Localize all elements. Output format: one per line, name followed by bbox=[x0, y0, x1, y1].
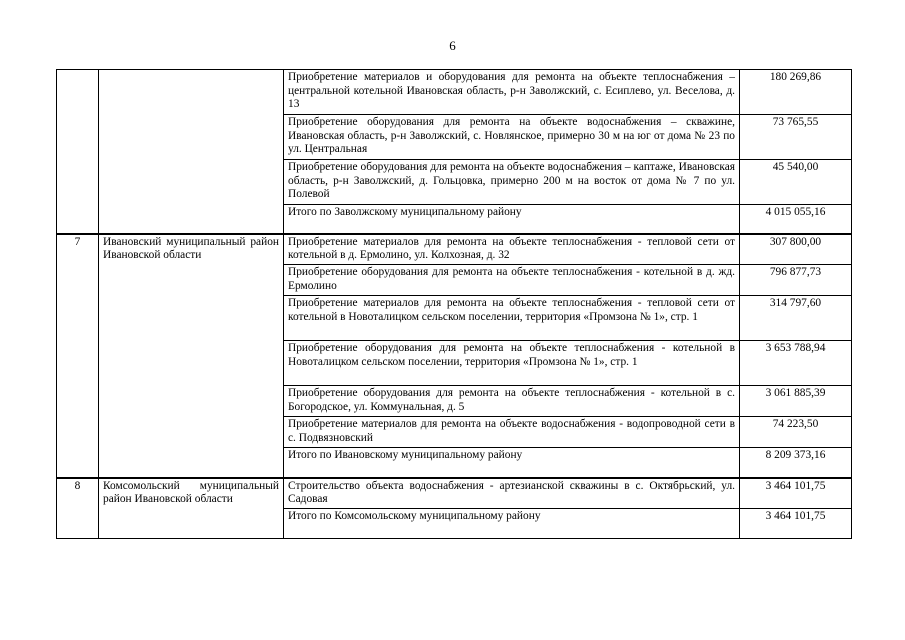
subtotal-amount: 3 464 101,75 bbox=[740, 509, 852, 539]
amount-cell: 796 877,73 bbox=[740, 265, 852, 296]
amount-cell: 3 464 101,75 bbox=[740, 478, 852, 509]
description-cell: Приобретение материалов для ремонта на объекте теплоснабжения - тепловой сети от котельной в д. Ермолино, ул. Колхозная, д. 32 bbox=[284, 234, 740, 265]
description-cell: Приобретение оборудования для ремонта на объекте теплоснабжения - котельной в с. Богородское, ул. Коммунальная, д. 5 bbox=[284, 386, 740, 417]
description-cell: Приобретение оборудования для ремонта на объекте теплоснабжения - котельной в д. жд. Ермолино bbox=[284, 265, 740, 296]
table-row bbox=[57, 234, 852, 265]
amount-cell: 3 653 788,94 bbox=[740, 341, 852, 386]
row-number-cell: 7 bbox=[57, 234, 99, 478]
row-number-cell: 8 bbox=[57, 478, 99, 539]
subtotal-label: Итого по Ивановскому муниципальному району bbox=[284, 448, 740, 478]
district-cell: Ивановский муниципальный район Ивановской области bbox=[99, 234, 284, 478]
row-number-cell bbox=[57, 70, 99, 234]
description-cell: Приобретение оборудования для ремонта на объекте водоснабжения – каптаже, Ивановская область, р-н Заволжский, д. Гольцовка, примерно 200 м на восток от дома № 7 по ул. Полевой bbox=[284, 160, 740, 205]
description-cell: Приобретение оборудования для ремонта на объекте водоснабжения – скважине, Ивановская область, р-н Заволжский, с. Новлянское, примерно 30 м на юг от дома № 23 по ул. Центральная bbox=[284, 115, 740, 160]
amount-cell: 74 223,50 bbox=[740, 417, 852, 448]
description-cell: Строительство объекта водоснабжения - артезианской скважины в с. Октябрьский, ул. Садовая bbox=[284, 478, 740, 509]
amount-cell: 73 765,55 bbox=[740, 115, 852, 160]
subtotal-amount: 4 015 055,16 bbox=[740, 205, 852, 234]
description-cell: Приобретение материалов для ремонта на объекте водоснабжения - водопроводной сети в с. Подвязновский bbox=[284, 417, 740, 448]
amount-cell: 314 797,60 bbox=[740, 296, 852, 341]
subtotal-amount: 8 209 373,16 bbox=[740, 448, 852, 478]
district-cell: Комсомольский муниципальный район Ивановской области bbox=[99, 478, 284, 539]
amount-cell: 45 540,00 bbox=[740, 160, 852, 205]
page-number: 6 bbox=[449, 38, 456, 53]
description-cell: Приобретение материалов для ремонта на объекте теплоснабжения - тепловой сети от котельной в Новоталицком сельском поселении, территория «Промзона № 1», стр. 1 bbox=[284, 296, 740, 341]
table-row bbox=[57, 478, 852, 509]
subtotal-label: Итого по Заволжскому муниципальному району bbox=[284, 205, 740, 234]
amount-cell: 180 269,86 bbox=[740, 70, 852, 115]
district-cell bbox=[99, 70, 284, 234]
description-cell: Приобретение оборудования для ремонта на объекте теплоснабжения - котельной в Новоталицком сельском поселении, территория «Промзона № 1», стр. 1 bbox=[284, 341, 740, 386]
description-cell: Приобретение материалов и оборудования для ремонта на объекте теплоснабжения – центральной котельной Ивановская область, р-н Заволжский, с. Есиплево, ул. Веселова, д. 13 bbox=[284, 70, 740, 115]
amount-cell: 3 061 885,39 bbox=[740, 386, 852, 417]
subtotal-label: Итого по Комсомольскому муниципальному району bbox=[284, 509, 740, 539]
funding-table bbox=[56, 69, 852, 539]
amount-cell: 307 800,00 bbox=[740, 234, 852, 265]
table-row bbox=[57, 70, 852, 115]
